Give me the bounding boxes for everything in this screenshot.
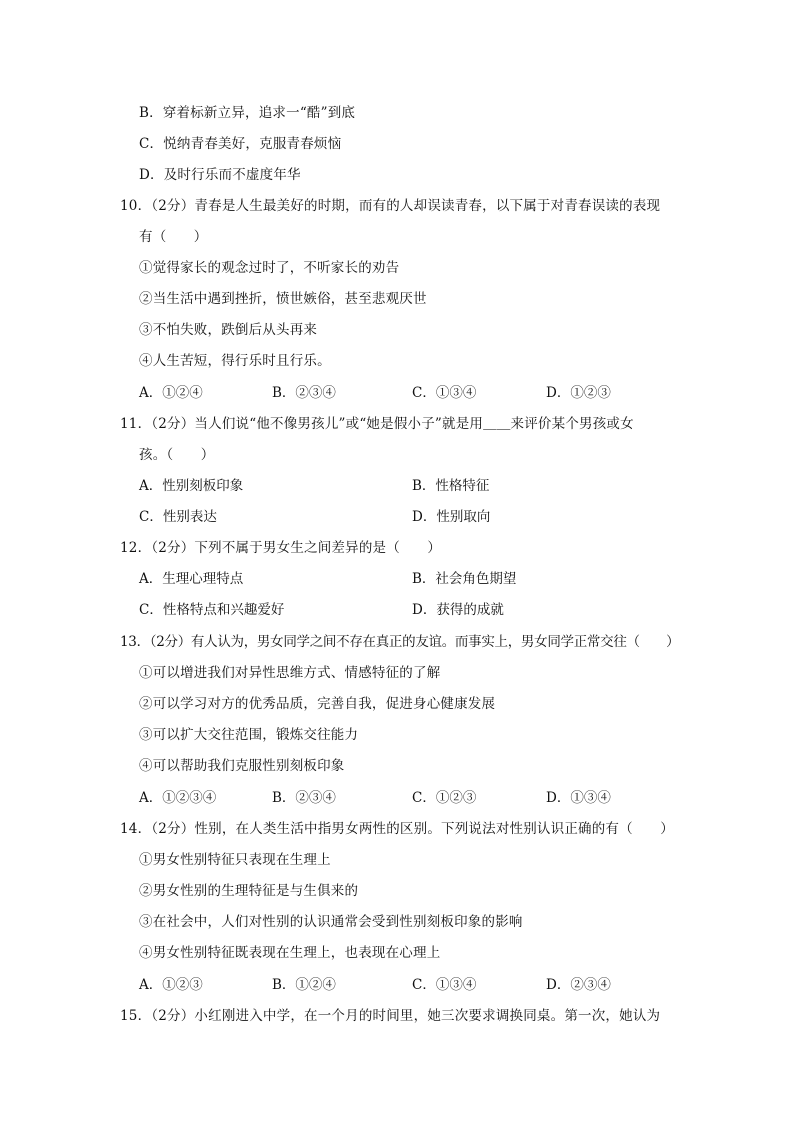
q14-stem: 14．（2分）性别，在人类生活中指男女两性的区别。下列说法对性别认识正确的有（ ） bbox=[120, 821, 674, 837]
q10-option-d: D．①②③ bbox=[546, 385, 611, 401]
q10-option-b: B．②③④ bbox=[272, 385, 336, 401]
q15-stem: 15．（2分）小红刚进入中学，在一个月的时间里，她三次要求调换同桌。第一次，她认为 bbox=[120, 1008, 661, 1024]
q14-item-3: ③在社会中，人们对性别的认识通常会受到性别刻板印象的影响 bbox=[139, 914, 523, 930]
q9-option-b: B．穿着标新立异，追求一“酷”到底 bbox=[139, 105, 356, 121]
q13-option-c: C．①②③ bbox=[412, 790, 477, 806]
q12-option-d: D．获得的成就 bbox=[412, 602, 504, 618]
q14-item-2: ②男女性别的生理特征是与生俱来的 bbox=[139, 883, 359, 899]
q13-item-1: ①可以增进我们对异性思维方式、情感特征的了解 bbox=[139, 665, 441, 681]
q13-option-d: D．①③④ bbox=[546, 790, 611, 806]
q10-stem-line2: 有（ ） bbox=[139, 229, 208, 245]
q10-stem-line1: 10．（2分）青春是人生最美好的时期，而有的人却误读青春，以下属于对青春误读的表现 bbox=[120, 198, 661, 214]
q11-option-d: D．性别取向 bbox=[412, 509, 491, 525]
q14-option-c: C．①③④ bbox=[412, 977, 477, 993]
q10-item-1: ①觉得家长的观念过时了，不听家长的劝告 bbox=[139, 260, 400, 276]
q10-option-a: A．①②④ bbox=[139, 385, 203, 401]
q9-option-d: D．及时行乐而不虚度年华 bbox=[139, 167, 301, 183]
q11-option-b: B．性格特征 bbox=[412, 478, 490, 494]
q11-option-a: A．性别刻板印象 bbox=[139, 478, 244, 494]
q10-item-4: ④人生苦短，得行乐时且行乐。 bbox=[139, 353, 331, 369]
q12-option-c: C．性格特点和兴趣爱好 bbox=[139, 602, 285, 618]
q14-item-1: ①男女性别特征只表现在生理上 bbox=[139, 852, 331, 868]
q11-stem-line1: 11．（2分）当人们说“他不像男孩儿”或“她是假小子”就是用＿＿来评价某个男孩或女 bbox=[120, 416, 634, 432]
q13-option-b: B．②③④ bbox=[272, 790, 336, 806]
q14-option-a: A．①②③ bbox=[139, 977, 203, 993]
q12-option-a: A．生理心理特点 bbox=[139, 571, 244, 587]
q10-item-2: ②当生活中遇到挫折，愤世嫉俗，甚至悲观厌世 bbox=[139, 291, 427, 307]
q11-stem-line2: 孩。（ ） bbox=[139, 447, 215, 463]
q13-item-2: ②可以学习对方的优秀品质，完善自我，促进身心健康发展 bbox=[139, 696, 496, 712]
q13-item-3: ③可以扩大交往范围，锻炼交往能力 bbox=[139, 727, 359, 743]
q10-item-3: ③不怕失败，跌倒后从头再来 bbox=[139, 322, 318, 338]
q14-option-d: D．②③④ bbox=[546, 977, 611, 993]
q13-option-a: A．①②③④ bbox=[139, 790, 217, 806]
q14-option-b: B．①②④ bbox=[272, 977, 336, 993]
q12-stem: 12．（2分）下列不属于男女生之间差异的是（ ） bbox=[120, 540, 442, 556]
q10-option-c: C．①③④ bbox=[412, 385, 477, 401]
q11-option-c: C．性别表达 bbox=[139, 509, 217, 525]
q9-option-c: C．悦纳青春美好，克服青春烦恼 bbox=[139, 136, 342, 152]
q12-option-b: B．社会角色期望 bbox=[412, 571, 517, 587]
q13-stem: 13．（2分）有人认为，男女同学之间不存在真正的友谊。而事实上，男女同学正常交往（ ） bbox=[120, 634, 680, 650]
q14-item-4: ④男女性别特征既表现在生理上，也表现在心理上 bbox=[139, 945, 441, 961]
q13-item-4: ④可以帮助我们克服性别刻板印象 bbox=[139, 758, 345, 774]
